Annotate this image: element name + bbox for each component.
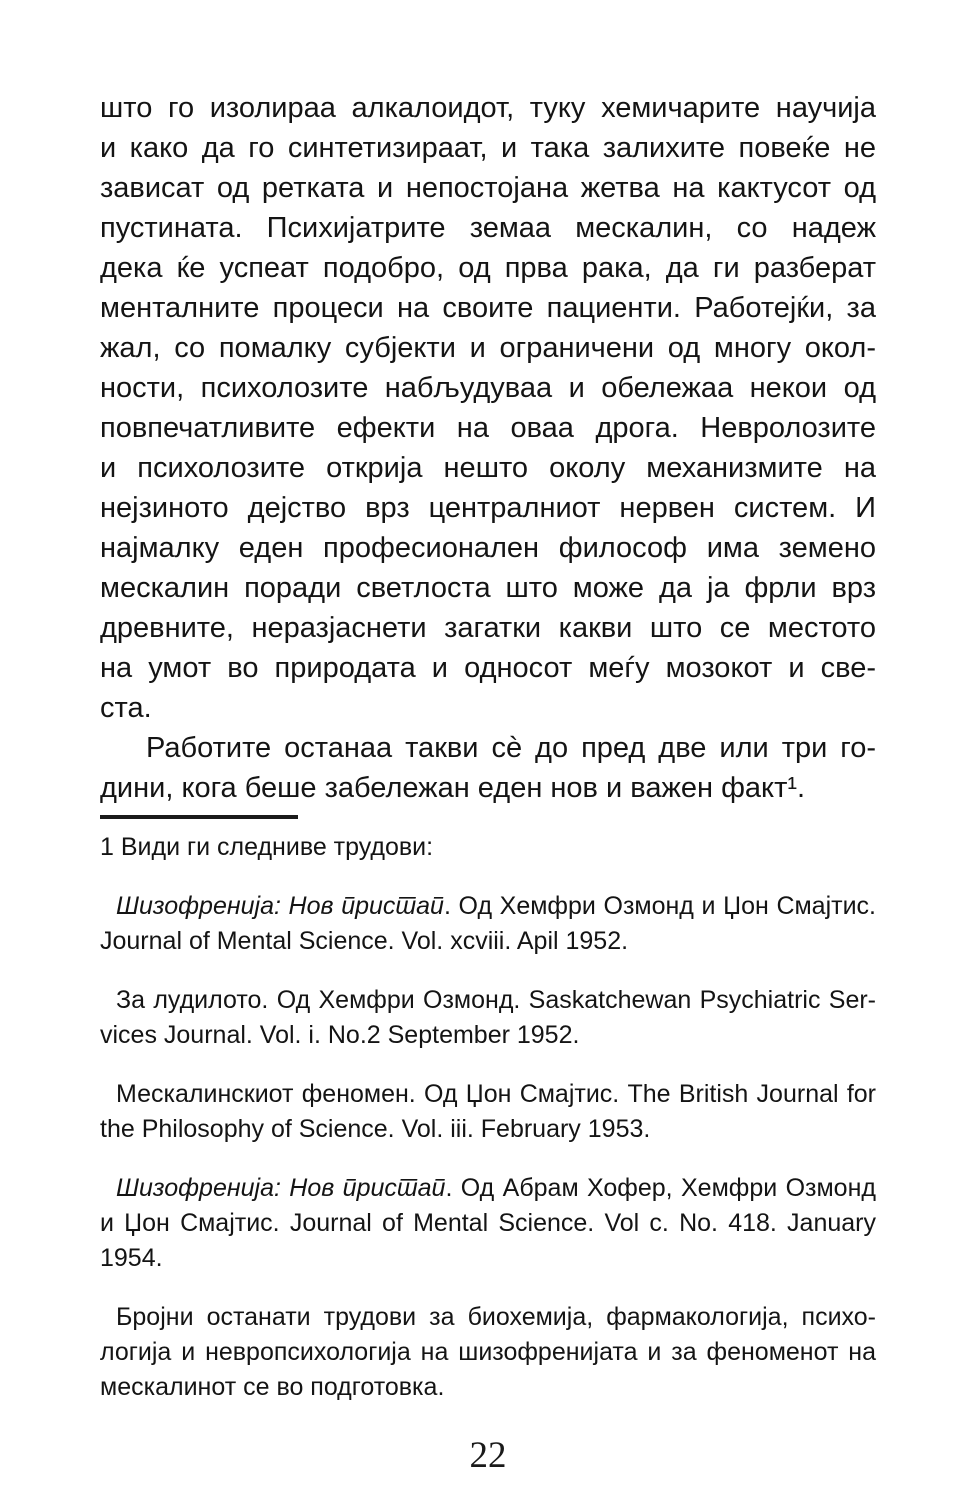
- text-line: [100, 889, 876, 924]
- text-line: на умот во природата и односот меѓу мозокот и све-: [100, 652, 876, 684]
- text-line: мескалинот се во подготовка.: [100, 1373, 445, 1401]
- text-line: што го изолираа алкалоидот, туку хемичарите научија: [100, 92, 876, 124]
- paragraph: [100, 1077, 876, 1147]
- text-line: the Philosophy of Science. Vol. iii. February 1953.: [100, 1115, 651, 1143]
- text-line: 1954.: [100, 1244, 163, 1272]
- body-text: [100, 88, 876, 808]
- text-line: 1 Види ги следниве трудови:: [100, 833, 434, 861]
- paragraph: [100, 1300, 876, 1405]
- text-line: дини, кога беше забележан еден нов и важен факт¹.: [100, 772, 806, 804]
- paragraph: [100, 88, 876, 728]
- text-line: Мескалинскиот феномен. Од Џон Смајтис. The British Journal for: [116, 1080, 876, 1108]
- paragraph: [100, 728, 876, 808]
- footnote-separator-rule: [100, 815, 298, 819]
- text-line: жал, со помалку субјекти и ограничени од многу окол-: [100, 332, 876, 364]
- text-line: менталните процеси на своите пациенти. Работејќи, за: [100, 292, 876, 324]
- text-line: најмалку еден професионален философ има земено: [100, 532, 876, 564]
- text-line: и психолозите открија нешто околу механизмите на: [100, 452, 876, 484]
- italic-work-title: Шизофренија: Нов пристап: [116, 892, 444, 920]
- text-segment: . Од Хемфри Озмонд и Џон Смајтис.: [443, 892, 876, 920]
- footnotes: [100, 830, 876, 1405]
- text-segment: . Од Абрам Хофер, Хемфри Озмонд: [445, 1174, 876, 1202]
- text-line: Бројни останати трудови за биохемија, фармакологија, психо-: [116, 1303, 876, 1331]
- text-line: повпечатливите ефекти на оваа дрога. Невролозите: [100, 412, 876, 444]
- page-footer: [0, 1434, 976, 1477]
- paragraph: [100, 830, 876, 865]
- text-line: дека ќе успеат подобро, од прва рака, да ги разберат: [100, 252, 876, 284]
- page-number: 22: [469, 1435, 507, 1476]
- paragraph: [100, 983, 876, 1053]
- text-line: зависат од ретката и непостојана жетва на кактусот од: [100, 172, 876, 204]
- paragraph: [100, 1171, 876, 1276]
- text-line: и како да го синтетизираат, и така залихите повеќе не: [100, 132, 876, 164]
- text-line: vices Journal. Vol. i. No.2 September 1952.: [100, 1021, 580, 1049]
- text-line: пустината. Психијатрите земаа мескалин, со надеж: [100, 212, 876, 244]
- text-line: ности, психолозите набљудуваа и обележаа некои од: [100, 372, 876, 404]
- text-line: ста.: [100, 692, 152, 724]
- text-line: [100, 1171, 876, 1206]
- text-line: и Џон Смајтис. Journal of Mental Science. Vol c. No. 418. January: [100, 1209, 876, 1237]
- text-line: нејзиното дејство врз централниот нервен систем. И: [100, 492, 876, 524]
- text-line: мескалин поради светлоста што може да ја фрли врз: [100, 572, 876, 604]
- text-line: Journal of Mental Science. Vol. xcviii. Apil 1952.: [100, 927, 629, 955]
- text-line: За лудилото. Од Хемфри Озмонд. Saskatchewan Psychiatric Ser-: [116, 986, 876, 1014]
- italic-work-title: Шизофренија: Нов пристап: [116, 1174, 446, 1202]
- paragraph: [100, 889, 876, 959]
- text-line: Работите останаа такви сѐ до пред две или три го-: [146, 732, 876, 764]
- text-line: логија и невропсихологија на шизофренијата и за феноменот на: [100, 1338, 876, 1366]
- text-line: древните, неразјаснети загатки какви што се местото: [100, 612, 876, 644]
